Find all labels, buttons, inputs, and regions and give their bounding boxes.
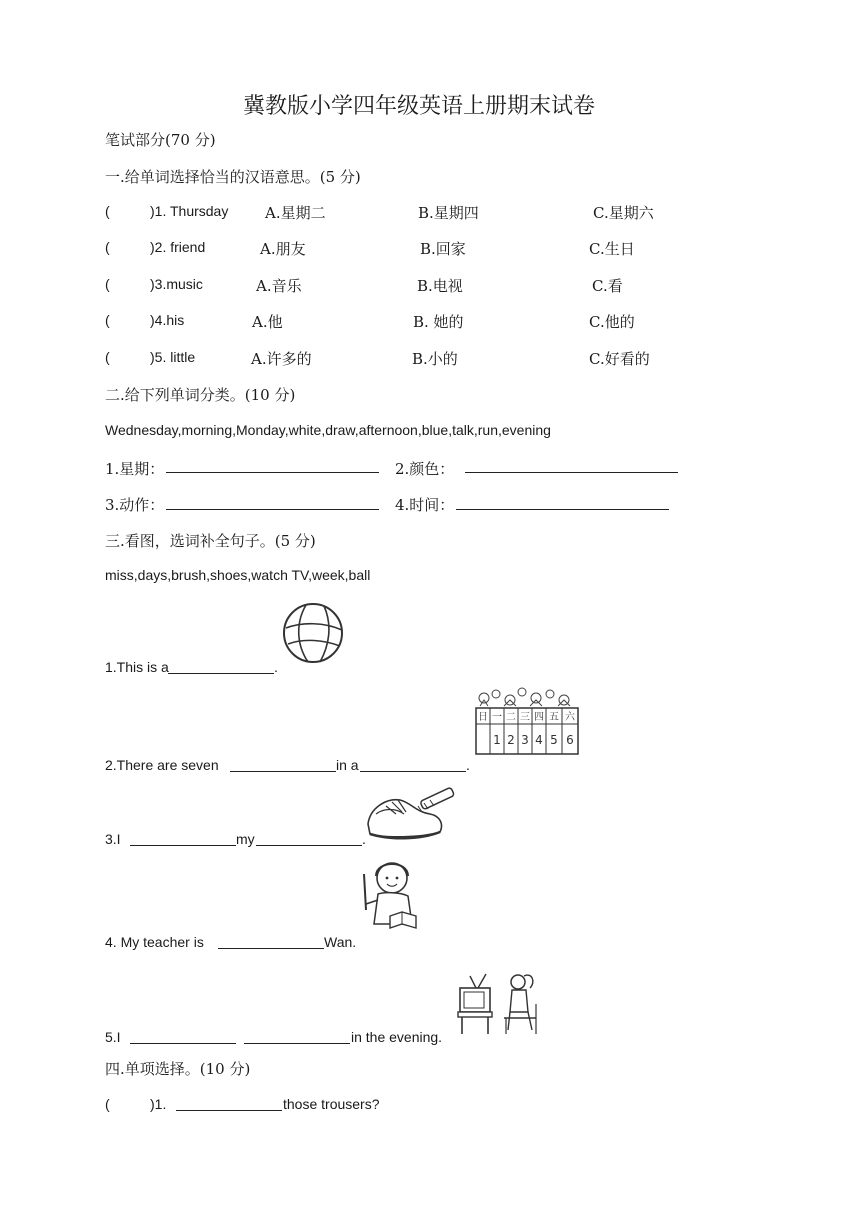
answer-paren[interactable]: (: [105, 312, 110, 328]
sentence3-mid: my: [236, 831, 255, 847]
watch-tv-picture: [452, 968, 542, 1038]
calendar-day-sat: 六: [565, 712, 575, 723]
option-b: B. 她的: [413, 313, 464, 331]
written-part-label: 笔试部分(70 分): [105, 131, 216, 149]
mc-question1-text: those trousers?: [283, 1096, 380, 1112]
calendar-day-thu: 四: [534, 712, 544, 723]
sentence5-blank1[interactable]: [130, 1029, 236, 1044]
option-b: B.电视: [417, 277, 463, 295]
category-action-blank[interactable]: [166, 495, 379, 510]
shoe-brush-picture: [360, 784, 460, 846]
question-word: )4.his: [150, 312, 185, 328]
category-weekday-blank[interactable]: [166, 458, 379, 473]
mc-question1-number: )1.: [150, 1096, 167, 1112]
category-time-label: 4.时间：: [395, 496, 455, 514]
section3-word-bank: miss,days,brush,shoes,watch TV,week,ball: [105, 567, 371, 583]
calendar-day-sun: 日: [478, 712, 488, 723]
question-word: )1. Thursday: [150, 203, 229, 219]
option-c: C.星期六: [593, 204, 654, 222]
sentence3-blank1[interactable]: [130, 831, 236, 846]
mc-question1-blank[interactable]: [176, 1096, 282, 1111]
option-c: C.好看的: [589, 350, 650, 368]
section2-heading: 二.给下列单词分类。(10 分): [105, 386, 296, 404]
option-c: C.他的: [589, 313, 635, 331]
option-b: B.星期四: [418, 204, 479, 222]
calendar-day-wed: 三: [520, 712, 530, 723]
sentence5-start: 5.I: [105, 1029, 121, 1045]
option-b: B.小的: [412, 350, 458, 368]
section1-heading: 一.给单词选择恰当的汉语意思。(5 分): [105, 168, 361, 186]
sentence3-start: 3.I: [105, 831, 121, 847]
sentence2-blank2[interactable]: [360, 757, 466, 772]
category-color-blank[interactable]: [465, 458, 678, 473]
sentence3-blank2[interactable]: [256, 831, 362, 846]
option-c: C.看: [592, 277, 623, 295]
option-a: A.音乐: [256, 277, 302, 295]
calendar-num-5: 5: [550, 733, 558, 747]
sentence1-start: 1.This is a: [105, 659, 169, 675]
teacher-picture: [356, 858, 424, 938]
sentence5-blank2[interactable]: [244, 1029, 350, 1044]
option-a: A.许多的: [251, 350, 312, 368]
sentence1-blank[interactable]: [168, 659, 274, 674]
section4-heading: 四.单项选择。(10 分): [105, 1060, 251, 1078]
sentence2-blank1[interactable]: [230, 757, 336, 772]
sentence1-end: .: [274, 659, 278, 675]
answer-paren[interactable]: (: [105, 349, 110, 365]
answer-paren[interactable]: (: [105, 1096, 110, 1112]
basketball-picture: [280, 600, 346, 666]
category-color-label: 2.颜色：: [395, 460, 455, 478]
sentence4-start: 4. My teacher is: [105, 934, 204, 950]
category-weekday-label: 1.星期：: [105, 460, 165, 478]
answer-paren[interactable]: (: [105, 203, 110, 219]
calendar-day-fri: 五: [549, 712, 559, 723]
option-a: A.朋友: [260, 240, 306, 258]
calendar-day-mon: 一: [492, 712, 502, 723]
question-word: )2. friend: [150, 239, 206, 255]
sentence2-mid: in a: [336, 757, 359, 773]
answer-paren[interactable]: (: [105, 276, 110, 292]
page-title: 冀教版小学四年级英语上册期末试卷: [243, 94, 596, 119]
sentence4-end: Wan.: [324, 934, 357, 950]
section2-word-bank: Wednesday,morning,Monday,white,draw,afternoon,blue,talk,run,evening: [105, 422, 551, 438]
section3-heading: 三.看图，选词补全句子。(5 分): [105, 532, 316, 550]
category-time-blank[interactable]: [456, 495, 669, 510]
option-a: A.他: [252, 313, 283, 331]
question-word: )3.music: [150, 276, 203, 292]
answer-paren[interactable]: (: [105, 239, 110, 255]
sentence5-end: in the evening.: [351, 1029, 443, 1045]
option-c: C.生日: [589, 240, 635, 258]
sentence4-blank[interactable]: [218, 934, 324, 949]
option-b: B.回家: [420, 240, 466, 258]
sentence2-end: .: [466, 757, 470, 773]
calendar-day-tue: 二: [506, 712, 516, 723]
calendar-num-4: 4: [535, 733, 543, 747]
calendar-num-1: 1: [493, 733, 501, 747]
sentence2-start: 2.There are seven: [105, 757, 219, 773]
option-a: A.星期二: [265, 204, 326, 222]
sentence3-end: .: [362, 831, 366, 847]
calendar-num-3: 3: [521, 733, 529, 747]
calendar-num-2: 2: [507, 733, 515, 747]
category-action-label: 3.动作：: [105, 496, 165, 514]
calendar-num-6: 6: [566, 733, 574, 747]
question-word: )5. little: [150, 349, 196, 365]
calendar-picture: [470, 684, 582, 760]
